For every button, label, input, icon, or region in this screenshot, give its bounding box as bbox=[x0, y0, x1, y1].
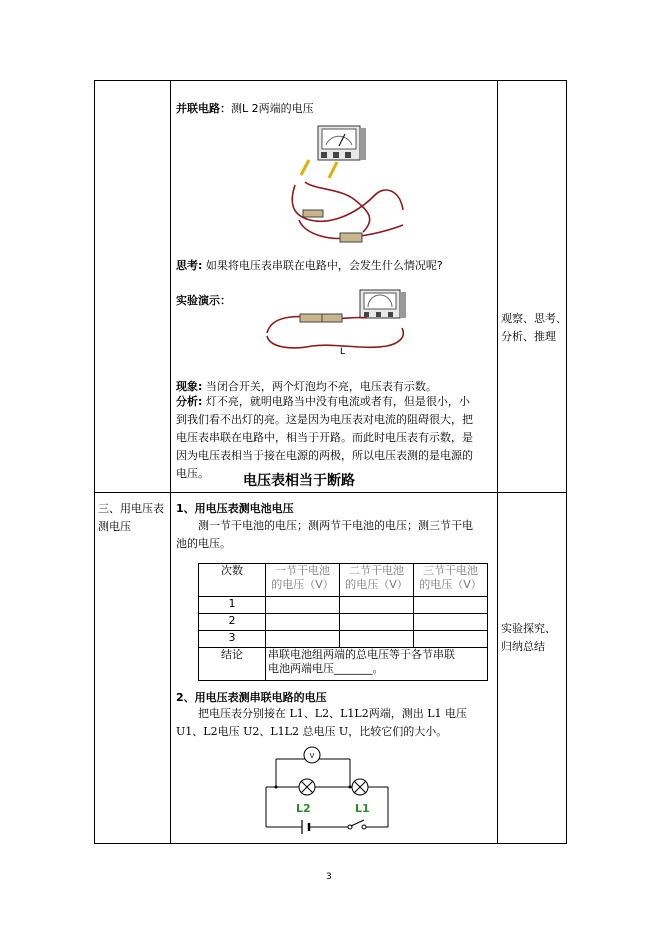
section-label-line: 测电压 bbox=[98, 520, 131, 533]
conclusion-label: 结论 bbox=[199, 648, 266, 681]
l1-label: L1 bbox=[355, 802, 370, 815]
voltmeter-icon bbox=[360, 290, 406, 318]
analysis-line: 电压。 bbox=[176, 467, 209, 480]
parallel-text: 测L 2两端的电压 bbox=[231, 102, 314, 115]
sub1-text-line: 测一节干电池的电压；测两节干电池的电压；测三节干电 bbox=[198, 519, 473, 532]
battery-voltage-table bbox=[198, 563, 488, 681]
conclusion-line: 电池两端电压_______。 bbox=[268, 662, 384, 675]
voltmeter-icon bbox=[318, 126, 366, 160]
header-cell: 三节干电池 的电压（V） bbox=[414, 564, 488, 597]
table-row bbox=[199, 631, 488, 648]
blank-cell[interactable] bbox=[340, 631, 414, 648]
svg-text:L: L bbox=[340, 347, 346, 357]
page-number: 3 bbox=[326, 872, 332, 882]
think-label: 思考: bbox=[176, 259, 203, 272]
parallel-title: 并联电路： bbox=[176, 102, 231, 115]
blank-cell[interactable] bbox=[414, 597, 488, 614]
voltmeter-symbol bbox=[304, 747, 320, 763]
side-note-top bbox=[501, 310, 567, 346]
blank-cell[interactable] bbox=[266, 631, 340, 648]
parallel-heading bbox=[176, 100, 314, 116]
think-line bbox=[176, 257, 443, 273]
phenomenon-line bbox=[176, 378, 437, 394]
row-index: 2 bbox=[199, 614, 266, 631]
table-conclusion-row bbox=[199, 648, 488, 681]
sub2-text bbox=[176, 705, 494, 741]
think-text: 如果将电压表串联在电路中，会发生什么情况呢? bbox=[205, 259, 443, 272]
side-note-bottom bbox=[501, 620, 556, 656]
header-cell: 二节干电池 的电压（V） bbox=[340, 564, 414, 597]
blank-cell[interactable] bbox=[266, 597, 340, 614]
switch-symbol bbox=[348, 820, 366, 829]
phenomenon-label: 现象: bbox=[176, 380, 203, 393]
side-note-line: 实验探究、 bbox=[501, 622, 556, 635]
blank-cell[interactable] bbox=[414, 631, 488, 648]
side-note-line: 归纳总结 bbox=[501, 640, 545, 653]
header-cell: 一节干电池 的电压（V） bbox=[266, 564, 340, 597]
section-label bbox=[98, 500, 164, 536]
sub2-title: 2、用电压表测串联电路的电压 bbox=[176, 691, 327, 704]
section-label-line: 三、用电压表 bbox=[98, 502, 164, 515]
sub2-text-line: 把电压表分别接在 L1、L2、L1L2两端，测出 L1 电压 bbox=[198, 707, 468, 720]
voltmeter-symbol-label: V bbox=[309, 752, 315, 760]
conclusion-line: 串联电池组两端的总电压等于各节串联 bbox=[268, 648, 455, 661]
battery-symbol bbox=[302, 820, 309, 834]
analysis-label: 分析: bbox=[176, 395, 203, 408]
side-note-line: 观察、思考、 bbox=[501, 312, 567, 325]
header-cell: 次数 bbox=[199, 564, 266, 597]
table-header-row bbox=[199, 564, 488, 597]
analysis-line: 灯不亮，就明电路当中没有电流或者有，但是很小，小 bbox=[205, 395, 470, 408]
table-row bbox=[199, 614, 488, 631]
voltmeter-open-circuit-conclusion: 电压表相当于断路 bbox=[243, 473, 355, 489]
blank-cell[interactable] bbox=[340, 597, 414, 614]
analysis-line: 到我们看不出灯的亮。这是因为电压表对电流的阻碍很大，把 bbox=[176, 413, 473, 426]
row-index: 3 bbox=[199, 631, 266, 648]
lamp-l1-symbol bbox=[352, 779, 368, 795]
analysis-line: 因为电压表相当于接在电源的两极，所以电压表测的是电源的 bbox=[176, 449, 473, 462]
analysis-line: 电压表串联在电路中，相当于开路。而此时电压表有示数，是 bbox=[176, 431, 473, 444]
sub2-text-line: U1、L2电压 U2、L1L2 总电压 U，比较它们的大小。 bbox=[176, 725, 448, 738]
sub1-title: 1、用电压表测电池电压 bbox=[176, 502, 294, 515]
series-circuit-diagram bbox=[262, 745, 397, 837]
demo-label: 实验演示： bbox=[176, 294, 231, 307]
sub1-text-line: 池的电压。 bbox=[176, 537, 231, 550]
table-row bbox=[199, 597, 488, 614]
lamp-l2-symbol bbox=[299, 779, 315, 795]
row-index: 1 bbox=[199, 597, 266, 614]
blank-cell[interactable] bbox=[414, 614, 488, 631]
blank-cell[interactable] bbox=[340, 614, 414, 631]
conclusion-text bbox=[266, 648, 488, 681]
sub1-text bbox=[176, 517, 494, 553]
side-note-line: 分析、推理 bbox=[501, 330, 556, 343]
series-voltmeter-diagram bbox=[262, 288, 412, 360]
l2-label: L2 bbox=[296, 802, 311, 815]
phenomenon-text: 当闭合开关，两个灯泡均不亮，电压表有示数。 bbox=[205, 380, 437, 393]
parallel-circuit-diagram bbox=[285, 120, 415, 250]
blank-cell[interactable] bbox=[266, 614, 340, 631]
